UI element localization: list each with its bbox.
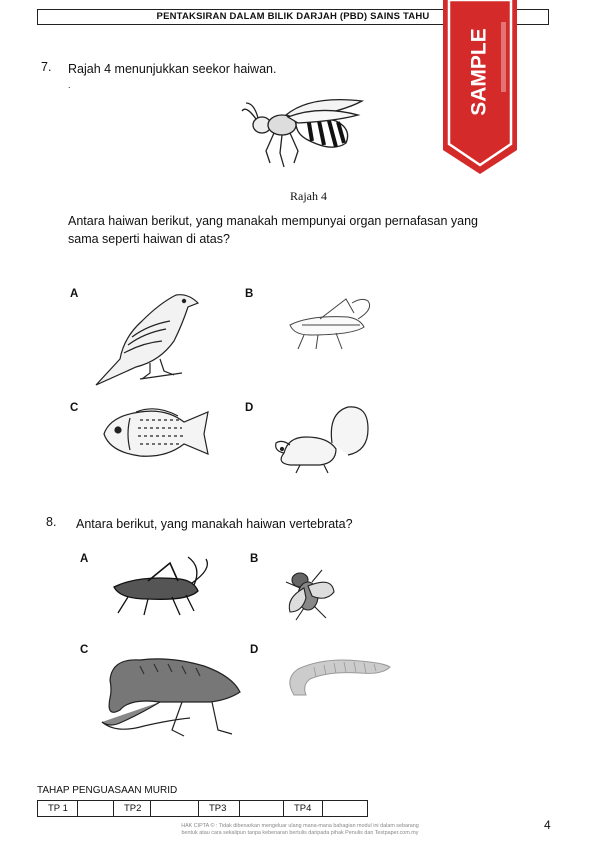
question-8-prompt: Antara berikut, yang manakah haiwan vertebrata?	[76, 517, 353, 531]
wasp-icon	[240, 95, 370, 170]
copyright-line-2: bentuk atau cara sekalipun tanpa kebenaran bertulis daripada pihak Penulis dan Testpaper.com.my	[181, 830, 419, 836]
question-7-prompt: Rajah 4 menunjukkan seekor haiwan.	[68, 62, 277, 76]
squirrel-icon	[270, 403, 370, 475]
q7-option-c-label[interactable]: C	[70, 402, 79, 414]
worm-icon	[284, 655, 394, 699]
grasshopper-icon	[280, 295, 380, 353]
question-7-number: 7.	[41, 60, 52, 74]
tp-level-2: TP2	[114, 801, 151, 817]
question-8-number: 8.	[46, 515, 57, 529]
q8-option-c-label[interactable]: C	[80, 644, 89, 656]
crocodile-icon	[100, 652, 246, 744]
tp-level-2-box[interactable]	[151, 801, 199, 817]
q7-option-d-label[interactable]: D	[245, 402, 254, 414]
fly-icon	[278, 562, 336, 624]
cricket-icon	[108, 557, 212, 619]
q8-option-d-label[interactable]: D	[250, 644, 259, 656]
tp-level-3: TP3	[199, 801, 240, 817]
tp-level-1-box[interactable]	[78, 801, 114, 817]
bird-icon	[90, 285, 200, 387]
question-7-line2: sama seperti haiwan di atas?	[68, 232, 230, 246]
q8-option-a-label[interactable]: A	[80, 553, 89, 565]
tahap-title: TAHAP PENGUASAAN MURID	[37, 785, 178, 796]
tp-level-table	[37, 800, 368, 817]
q7-option-b-label[interactable]: B	[245, 288, 254, 300]
tp-level-3-box[interactable]	[240, 801, 284, 817]
page-number: 4	[544, 818, 551, 832]
q7-option-a-label[interactable]: A	[70, 288, 79, 300]
page-header: PENTAKSIRAN DALAM BILIK DARJAH (PBD) SAINS TAHU	[37, 9, 549, 25]
tp-level-4: TP4	[284, 801, 323, 817]
question-7-line1: Antara haiwan berikut, yang manakah mempunyai organ pernafasan yang	[68, 214, 478, 228]
fish-icon	[100, 404, 212, 460]
tp-level-1: TP 1	[38, 801, 78, 817]
sample-ribbon-watermark	[441, 0, 519, 176]
copyright-line-1: HAK CIPTA © : Tidak dibenarkan mengeluar ulang mana-mana bahagian modul ini dalam sebarang	[181, 823, 419, 829]
stray-dot: .	[68, 80, 71, 90]
sample-watermark-text: SAMPLE	[467, 28, 491, 116]
figure-caption: Rajah 4	[290, 189, 327, 203]
q8-option-b-label[interactable]: B	[250, 553, 259, 565]
tp-level-4-box[interactable]	[323, 801, 368, 817]
copyright-footer	[110, 823, 490, 837]
